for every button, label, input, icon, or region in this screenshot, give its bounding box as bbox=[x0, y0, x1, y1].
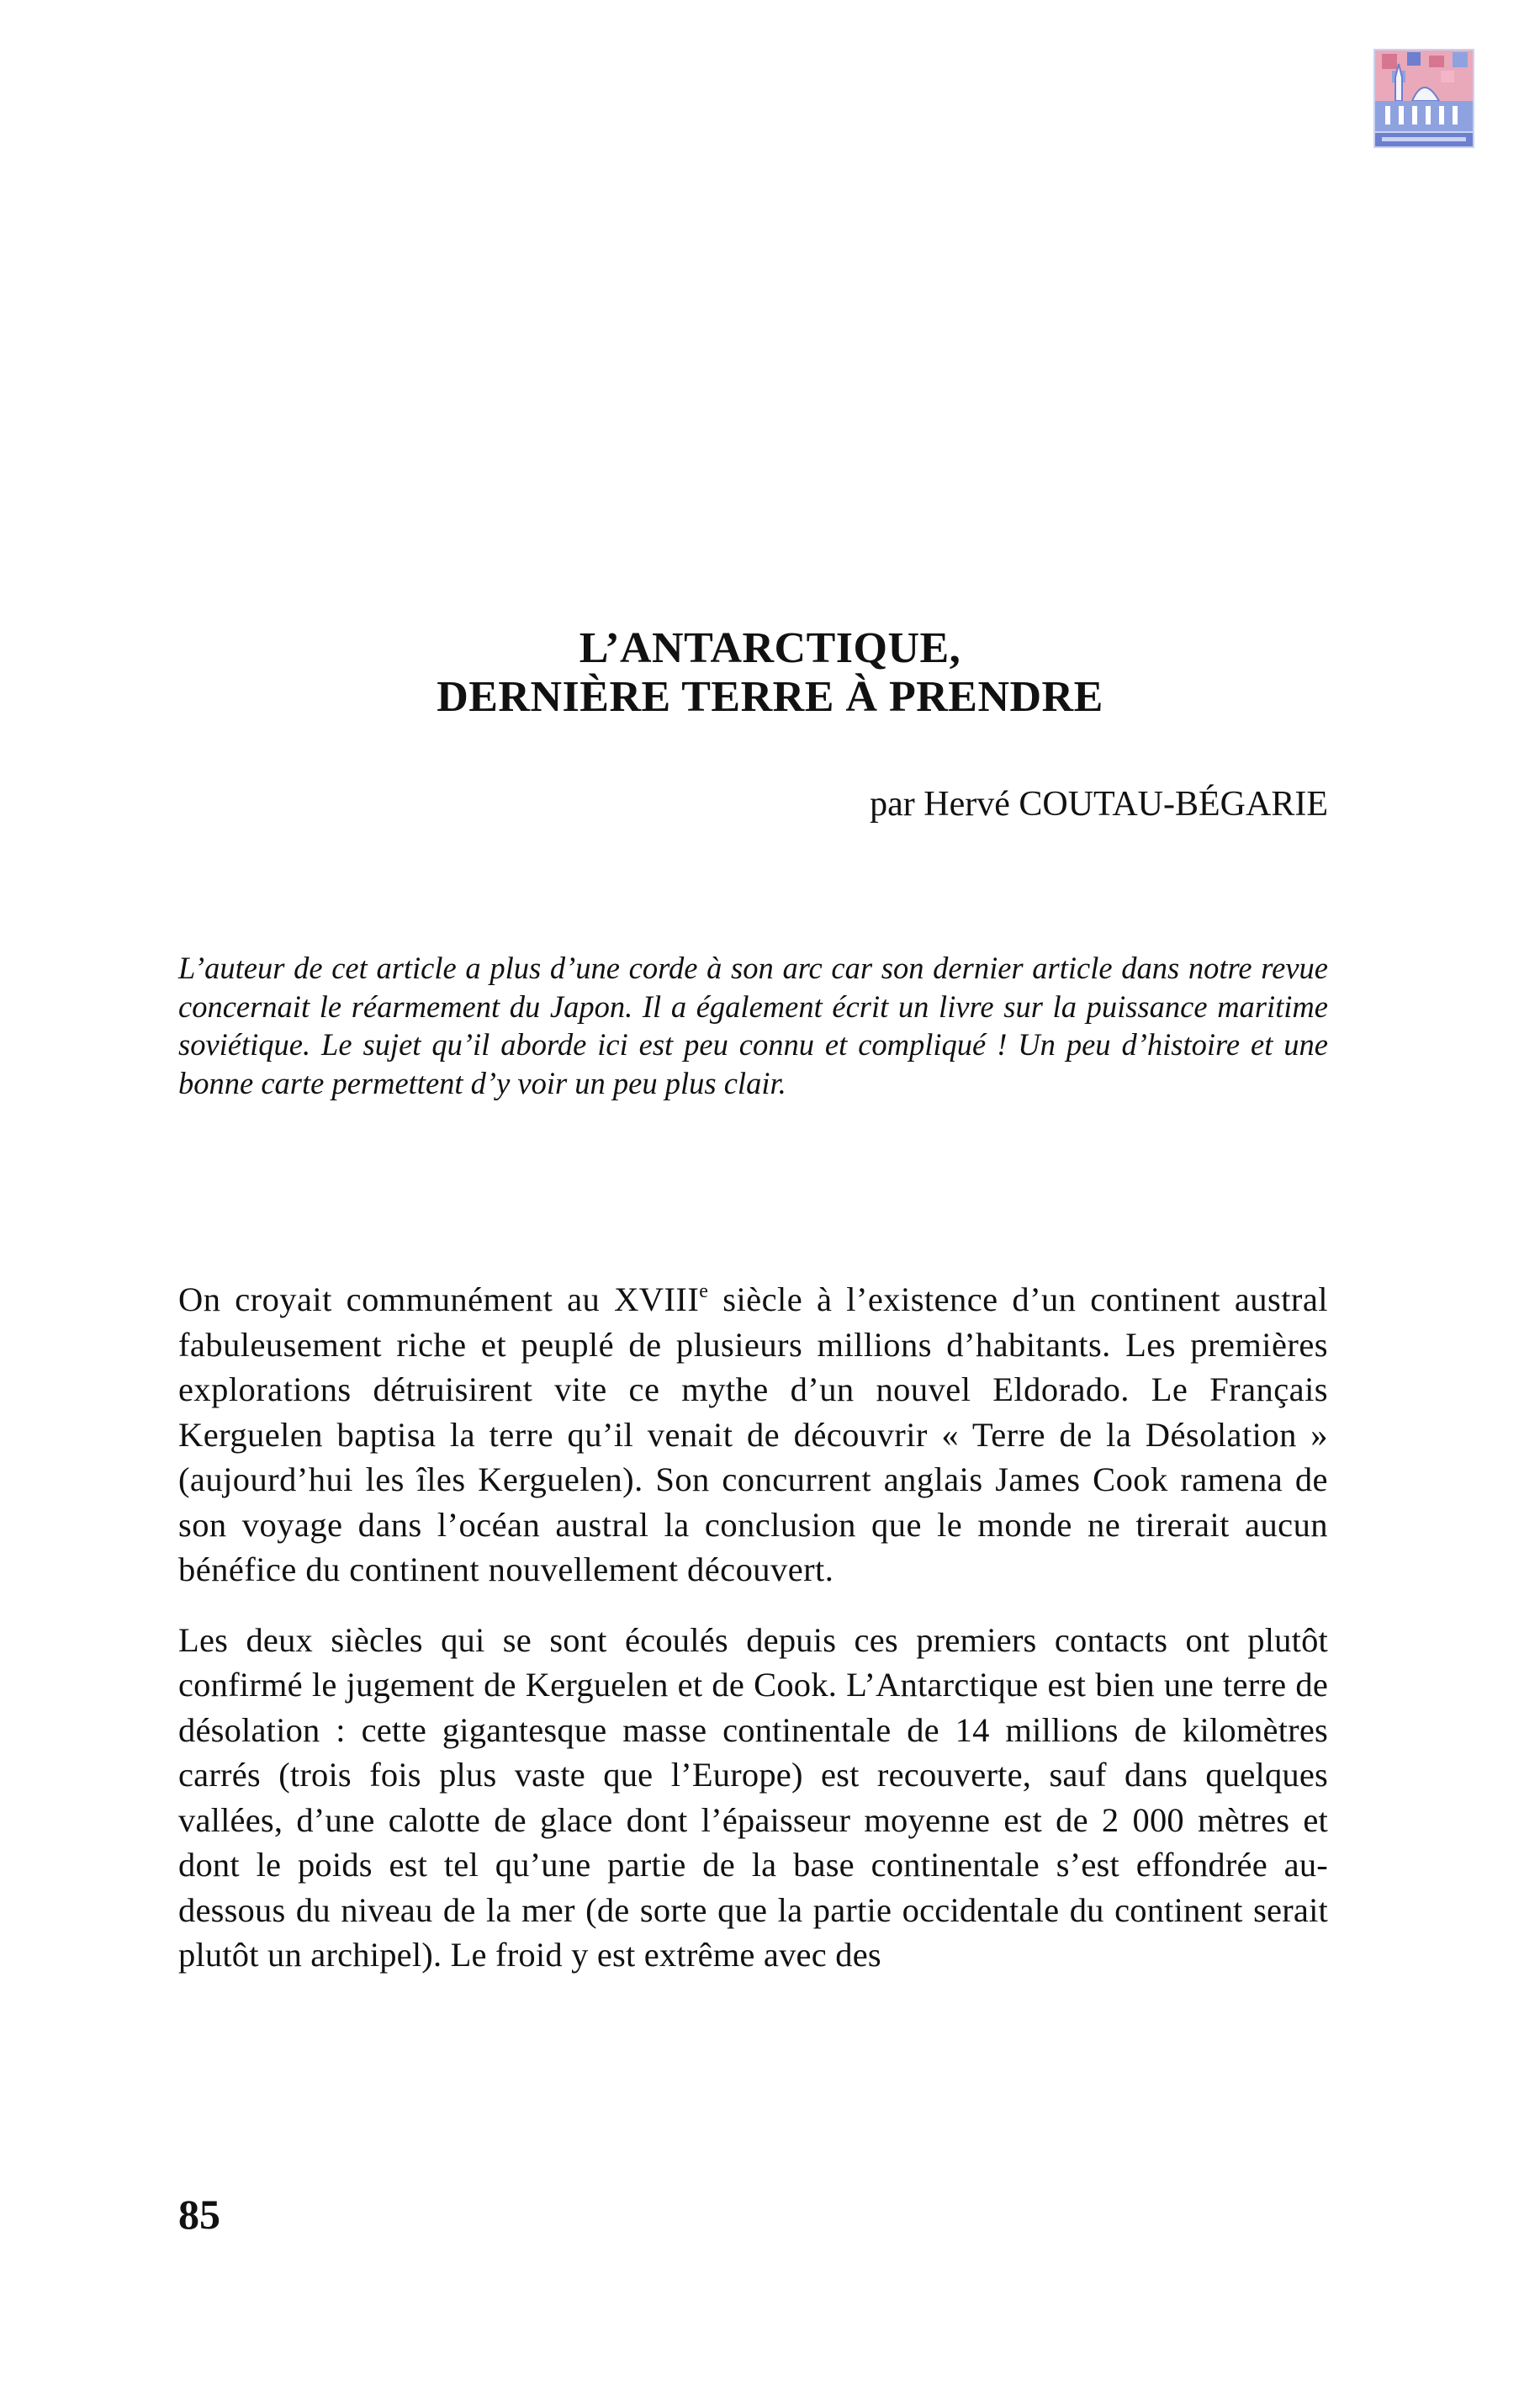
body-paragraph-1 bbox=[178, 1277, 1328, 1593]
body-paragraph-1-rest: siècle à l’existence d’un continent austral fabuleusement riche et peuplé de plusieurs millions d’habitants. Les premières explorations détruisirent vite ce mythe d’un nouvel Eldorado. Le Français Kerguelen baptisa la terre qu’il venait de découvrir « Terre de la Désolation » (aujourd’hui les îles Kerguelen). Son concurrent anglais James Cook ramena de son voyage dans l’océan austral la conclusion que le monde ne tirerait aucun bénéfice du continent nouvellement découvert. bbox=[178, 1280, 1328, 1588]
article-title-line-1: L’ANTARCTIQUE, bbox=[579, 624, 961, 672]
article-title bbox=[0, 624, 1540, 722]
century-superscript: e bbox=[699, 1280, 709, 1302]
article-author: par Hervé COUTAU-BÉGARIE bbox=[870, 785, 1328, 824]
article-body bbox=[178, 1277, 1328, 2003]
article-title-line-2: DERNIÈRE TERRE À PRENDRE bbox=[437, 673, 1103, 721]
institution-seal-icon bbox=[1373, 49, 1474, 148]
article-introduction: L’auteur de cet article a plus d’une corde à son arc car son dernier article dans notre revue concernait le réarmement du Japon. Il a également écrit un livre sur la puissance maritime soviétique. Le sujet qu’il aborde ici est peu connu et compliqué ! Un peu d’histoire et une bonne carte permettent d’y voir un peu plus clair. bbox=[178, 951, 1328, 1100]
body-paragraph-2: Les deux siècles qui se sont écoulés depuis ces premiers contacts ont plutôt confirmé le jugement de Kerguelen et de Cook. L’Antarctique est bien une terre de désolation : cette gigantesque masse continentale de 14 millions de kilomètres carrés (trois fois plus vaste que l’Europe) est recouverte, sauf dans quelques vallées, d’une calotte de glace dont l’épaisseur moyenne est de 2 000 mètres et dont le poids est tel qu’une partie de la base continentale s’est effondrée au-dessous du niveau de la mer (de sorte que la partie occidentale du continent serait plutôt un archipel). Le froid y est extrême avec des bbox=[178, 1620, 1328, 1974]
page-number: 85 bbox=[178, 2191, 220, 2238]
body-paragraph-1-start: On croyait communément au XVIII bbox=[178, 1280, 700, 1318]
